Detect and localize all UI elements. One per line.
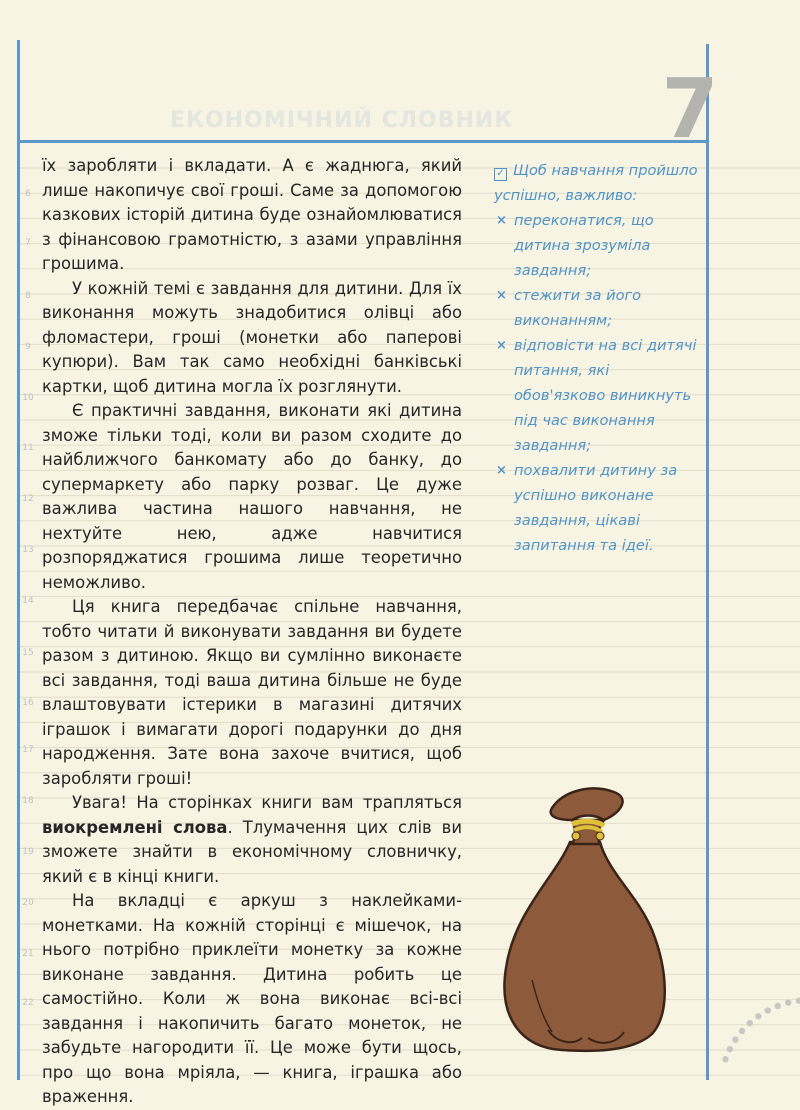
paragraph-text: . Тлумачення цих слів ви зможете знайти в економічному словничку, який є в кінці книги. <box>42 817 462 886</box>
line-number: 7 <box>25 238 31 248</box>
page-number: 7 <box>661 62 719 157</box>
cross-bullet-icon: × <box>496 463 507 478</box>
tips-list <box>494 208 702 558</box>
tip-item <box>494 283 702 333</box>
line-number: 11 <box>22 443 34 453</box>
tip-item <box>494 458 702 558</box>
paragraph-text: Увага! На сторінках книги вам трапляться <box>72 793 462 812</box>
tips-intro-text: Щоб навчання пройшло успішно, важливо: <box>494 162 698 204</box>
money-bag-illustration <box>492 780 672 1060</box>
header-ghost-text: ЕКОНОМІЧНИЙ СЛОВНИК <box>170 108 514 133</box>
paragraph: Є практичні завдання, виконати які дитина зможе тільки тоді, коли ви разом сходите до найближчого банкомату або до банку, до супермаркету або парку розваг. Це дуже важлива частина нашого навчання, не нехтуйте нею, адже навчитися розпоряджатися грошима лише теоретично неможливо. <box>42 401 462 592</box>
line-number: 22 <box>22 998 34 1008</box>
line-number: 9 <box>25 342 31 352</box>
tip-item <box>494 208 702 283</box>
line-number: 8 <box>25 291 31 301</box>
highlighted-words: виокремлені слова <box>42 817 228 837</box>
frame-right-border <box>706 44 709 1080</box>
tip-item <box>494 333 702 458</box>
line-number: 17 <box>22 745 34 755</box>
line-number: 18 <box>22 796 34 806</box>
tips-column <box>494 158 702 558</box>
tip-text: відповісти на всі дитячі питання, які обов'язково виникнуть під час виконання завдання; <box>514 337 697 454</box>
line-number: 10 <box>22 393 34 403</box>
line-number: 15 <box>22 648 34 658</box>
tip-text: похвалити дитину за успішно виконане завдання, цікаві запитання та ідеї. <box>514 462 678 554</box>
paragraph: На вкладці є аркуш з наклейками-монетками. На кожній сторінці є мішечок, на нього потрібно приклеїти монетку за кожне виконане завдання. Дитина робить це самостійно. Коли ж вона виконає всі-всі завдання і накопичить багато монеток, не забудьте нагородити її. Це може бути щось, про що вона мріяла, — книга, іграшка або враження. <box>42 891 462 1106</box>
main-text-column <box>42 154 462 1110</box>
paragraph <box>42 791 462 889</box>
dotted-arc-decoration <box>700 940 800 1080</box>
tips-intro <box>494 158 702 208</box>
line-number: 6 <box>25 189 31 199</box>
money-bag-icon <box>504 789 664 1051</box>
line-number: 14 <box>22 596 34 606</box>
checkbox-icon: ✓ <box>494 168 507 181</box>
cross-bullet-icon: × <box>496 288 507 303</box>
tip-text: стежити за його виконанням; <box>514 287 642 329</box>
tip-text: переконатися, що дитина зрозуміла завдання; <box>514 212 654 279</box>
header-rule <box>17 140 709 143</box>
line-number: 21 <box>22 949 34 959</box>
line-number: 13 <box>22 545 34 555</box>
cross-bullet-icon: × <box>496 338 507 353</box>
paragraph: їх заробляти і вкладати. А є жаднюга, який лише накопичує свої гроші. Саме за допомогою казкових історій дитина буде ознайомлюватися з фінансовою грамотністю, з азами управління грошима. <box>42 156 462 273</box>
line-numbers <box>20 0 38 1080</box>
paragraph: У кожній темі є завдання для дитини. Для їх виконання можуть знадобитися олівці або фломастери, гроші (монетки або паперові купюри). Вам так само необхідні банківські картки, щоб дитина могла їх розглянути. <box>42 278 462 396</box>
line-number: 16 <box>22 698 34 708</box>
line-number: 19 <box>22 847 34 857</box>
line-number: 20 <box>22 898 34 908</box>
line-number: 12 <box>22 494 34 504</box>
cross-bullet-icon: × <box>496 213 507 228</box>
paragraph: Ця книга передбачає спільне навчання, тобто читати й виконувати завдання ви будете разом з дитиною. Якщо ви сумлінно виконаєте всі завдання, тоді ваша дитина більше не буде влаштовувати істерики в магазині дитячих іграшок і вимагати дорогі подарунки до дня народження. Зате вона захоче вчитися, щоб заробляти гроші! <box>42 597 462 788</box>
